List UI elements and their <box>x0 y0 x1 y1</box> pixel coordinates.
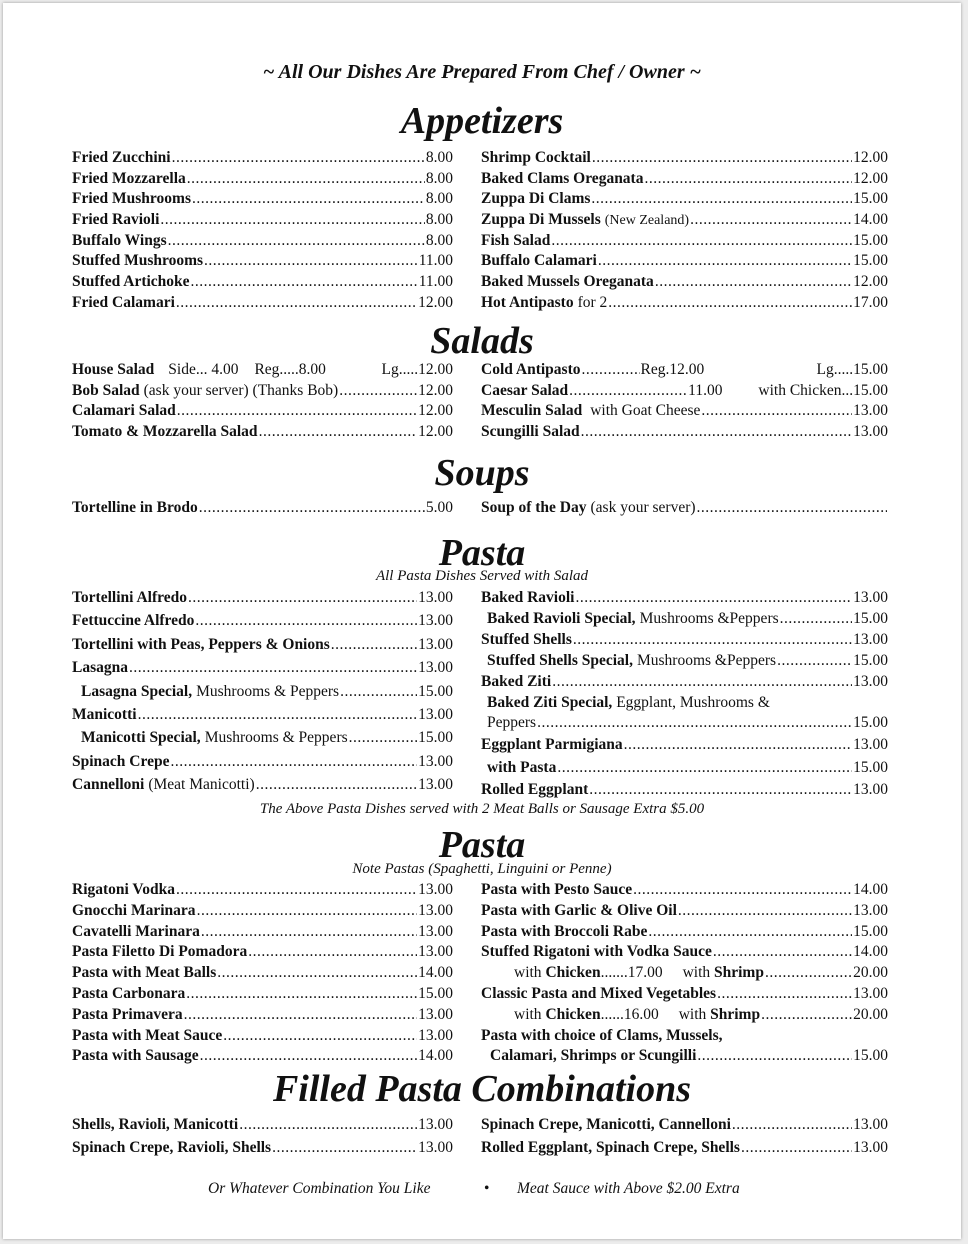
menu-item: Rolled Eggplant, Spinach Crepe, Shells ..... 13.00 <box>481 1139 888 1162</box>
menu-item-cold-antipasto: Cold Antipasto ..... Reg.12.00 Lg.....15.00 <box>481 361 888 382</box>
menu-item: Scungilli Salad ..... 13.00 <box>481 423 888 444</box>
menu-item: Buffalo Calamari ..... 15.00 <box>481 252 888 273</box>
menu-item: Stuffed Artichoke ..... 11.00 <box>72 273 453 294</box>
menu-item-house-salad: House Salad Side... 4.00 Reg.....8.00 Lg.....12.00 <box>72 361 453 378</box>
menu-item: Pasta with Meat Sauce ..... 13.00 <box>72 1027 453 1048</box>
menu-item-clams-line1: Pasta with choice of Clams, Mussels, <box>481 1026 723 1044</box>
menu-item: Cavatelli Marinara ..... 13.00 <box>72 923 453 944</box>
menu-item: Rolled Eggplant ..... 13.00 <box>481 781 888 804</box>
pasta2-title: Pasta <box>438 824 526 866</box>
menu-item: Fish Salad ..... 15.00 <box>481 232 888 253</box>
menu-item-caesar-salad: Caesar Salad ..... 11.00 with Chicken...15.00 <box>481 382 888 403</box>
menu-item: Pasta Filetto Di Pomadora ..... 13.00 <box>72 943 453 964</box>
menu-item: Cannelloni (Meat Manicotti) ..... 13.00 <box>72 776 453 799</box>
menu-item: Spinach Crepe ..... 13.00 <box>72 753 453 776</box>
menu-item: Rigatoni Vodka ..... 13.00 <box>72 881 453 902</box>
pasta-left-column <box>72 589 453 800</box>
menu-item: Pasta Carbonara ..... 15.00 <box>72 985 453 1006</box>
menu-item: Stuffed Shells ..... 13.00 <box>481 631 888 652</box>
menu-item: Pasta with Sausage ..... 14.00 <box>72 1047 453 1068</box>
soups-left-column <box>72 499 453 520</box>
menu-item-rigatoni-options: with Chicken .......17.00 with Shrimp ..... 20.00 <box>481 964 888 985</box>
menu-item: Fried Ravioli ..... 8.00 <box>72 211 453 232</box>
menu-item: Shrimp Cocktail ..... 12.00 <box>481 149 888 170</box>
footer-bullet: • <box>484 1180 490 1197</box>
menu-item: Zuppa Di Clams ..... 15.00 <box>481 190 888 211</box>
menu-item-ziti-special: Baked Ziti Special, Eggplant, Mushrooms & <box>487 694 770 711</box>
menu-item: Stuffed Shells Special, Mushrooms &Peppers ..... 15.00 <box>481 652 888 673</box>
menu-item: Pasta with Garlic & Olive Oil ..... 13.00 <box>481 902 888 923</box>
menu-item: Baked Clams Oreganata ..... 12.00 <box>481 170 888 191</box>
pasta-right-column <box>481 589 888 804</box>
soups-title: Soups <box>434 452 530 494</box>
menu-item: Fettuccine Alfredo ..... 13.00 <box>72 612 453 635</box>
filled-right-column <box>481 1116 888 1162</box>
menu-item: Buffalo Wings ..... 8.00 <box>72 232 453 253</box>
menu-item: Spinach Crepe, Ravioli, Shells ..... 13.00 <box>72 1139 453 1162</box>
menu-item: Stuffed Mushrooms ..... 11.00 <box>72 252 453 273</box>
pasta2-right-column <box>481 881 888 1068</box>
pasta2-left-column <box>72 881 453 1068</box>
menu-item-classic-options: with Chicken ......16.00 with Shrimp ..... 20.00 <box>481 1006 888 1027</box>
menu-item: Hot Antipasto for 2 ..... 17.00 <box>481 294 888 315</box>
menu-item: Eggplant Parmigiana ..... 13.00 <box>481 736 888 759</box>
menu-item: Manicotti Special, Mushrooms & Peppers ..... 15.00 <box>72 729 453 752</box>
pasta-subtitle: All Pasta Dishes Served with Salad <box>375 568 589 584</box>
menu-item: Mesculin Salad with Goat Cheese ..... 13.00 <box>481 402 888 423</box>
appetizers-right-column <box>481 149 888 315</box>
menu-item: with Pasta ..... 15.00 <box>481 759 888 782</box>
menu-item: Baked Ziti ..... 13.00 <box>481 673 888 694</box>
menu-item: Pasta Primavera ..... 13.00 <box>72 1006 453 1027</box>
menu-item: Tortellini Alfredo ..... 13.00 <box>72 589 453 612</box>
menu-item: Lasagna Special, Mushrooms & Peppers ..... 15.00 <box>72 683 453 706</box>
appetizers-left-column <box>72 149 453 315</box>
menu-item: Tortellini with Peas, Peppers & Onions ..... 13.00 <box>72 636 453 659</box>
filled-title: Filled Pasta Combinations <box>272 1068 692 1110</box>
menu-item-ziti-special-line2: Peppers ..... 15.00 <box>481 714 888 736</box>
menu-item: Manicotti ..... 13.00 <box>72 706 453 729</box>
menu-item: Stuffed Rigatoni with Vodka Sauce ..... 14.00 <box>481 943 888 964</box>
appetizers-title: Appetizers <box>400 100 564 142</box>
footer-left-text: Or Whatever Combination You Like <box>208 1180 431 1197</box>
pasta-title: Pasta <box>438 532 526 574</box>
menu-item: Baked Ravioli ..... 13.00 <box>481 589 888 610</box>
menu-item: Spinach Crepe, Manicotti, Cannelloni ..... 13.00 <box>481 1116 888 1139</box>
menu-page <box>3 3 961 1239</box>
pasta2-subtitle: Note Pastas (Spaghetti, Linguini or Penne) <box>352 861 612 877</box>
menu-item-clams-line2: Calamari, Shrimps or Scungilli ..... 15.00 <box>481 1047 888 1068</box>
menu-item: Tomato & Mozzarella Salad ..... 12.00 <box>72 423 453 444</box>
menu-item: Bob Salad (ask your server) (Thanks Bob) ..... 12.00 <box>72 382 453 403</box>
soups-right-column <box>481 499 888 520</box>
menu-item: Fried Mushrooms ..... 8.00 <box>72 190 453 211</box>
pasta-footnote: The Above Pasta Dishes served with 2 Meat Balls or Sausage Extra $5.00 <box>259 801 705 817</box>
salads-left-column <box>72 361 453 444</box>
menu-item: Pasta with Broccoli Rabe ..... 15.00 <box>481 923 888 944</box>
menu-item: Zuppa Di Mussels (New Zealand) ..... 14.00 <box>481 211 888 232</box>
menu-item: Tortelline in Brodo ..... 5.00 <box>72 499 453 520</box>
salads-title: Salads <box>430 320 534 362</box>
filled-left-column <box>72 1116 453 1162</box>
menu-item: Shells, Ravioli, Manicotti ..... 13.00 <box>72 1116 453 1139</box>
menu-item: Calamari Salad ..... 12.00 <box>72 402 453 423</box>
menu-item: Pasta with Meat Balls ..... 14.00 <box>72 964 453 985</box>
menu-item: Pasta with Pesto Sauce ..... 14.00 <box>481 881 888 902</box>
menu-item: Fried Mozzarella ..... 8.00 <box>72 170 453 191</box>
menu-item: Fried Calamari ..... 12.00 <box>72 294 453 315</box>
menu-item: Lasagna ..... 13.00 <box>72 659 453 682</box>
menu-item: Gnocchi Marinara ..... 13.00 <box>72 902 453 923</box>
menu-item: Soup of the Day (ask your server) ..... <box>481 499 888 520</box>
menu-item: Baked Mussels Oreganata ..... 12.00 <box>481 273 888 294</box>
menu-item: Fried Zucchini ..... 8.00 <box>72 149 453 170</box>
footer-right-text: Meat Sauce with Above $2.00 Extra <box>517 1180 740 1197</box>
menu-item: Classic Pasta and Mixed Vegetables ..... 13.00 <box>481 985 888 1006</box>
tagline: ~ All Our Dishes Are Prepared From Chef / Owner ~ <box>262 61 702 83</box>
salads-right-column <box>481 361 888 444</box>
menu-item: Baked Ravioli Special, Mushrooms &Peppers ..... 15.00 <box>481 610 888 631</box>
